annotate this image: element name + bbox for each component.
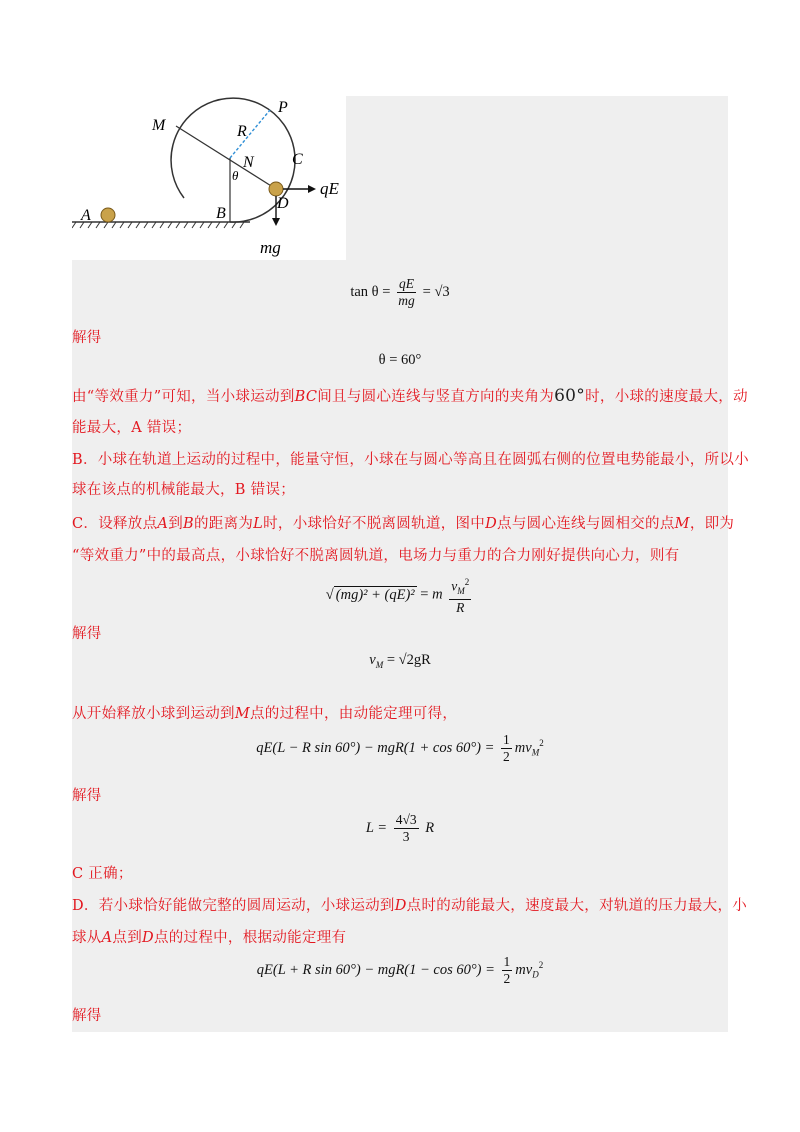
eq1-lhs: tan θ = xyxy=(350,283,391,300)
label-d: D xyxy=(277,195,289,212)
para-a-bc: BC xyxy=(294,389,318,405)
equation-centripetal: √ (mg)² + (qE)² = m $\frac{v_M^2}{R}$ xyxy=(72,574,728,616)
eq3-m: m xyxy=(432,586,443,603)
para-d-suffix: 点时的动能最大，速度最大，对轨道的压力最大，小 xyxy=(406,898,748,914)
para-d2-a: A xyxy=(101,930,113,946)
eq5-frac-den: 2 xyxy=(503,749,510,764)
label-qe: qE xyxy=(320,179,339,198)
label-p: P xyxy=(278,99,288,116)
text-jiede-3: 解得 xyxy=(72,788,102,804)
label-m: M xyxy=(152,117,166,134)
para-c-prefix: C．设释放点 xyxy=(72,516,158,532)
eq5-tail-sub: M xyxy=(531,747,540,758)
para-c-rest: 时，小球恰好不脱离圆轨道，图中 xyxy=(263,516,486,532)
intro-m: M xyxy=(234,706,250,722)
label-theta: θ xyxy=(232,168,239,183)
equation-l-value xyxy=(72,812,728,845)
para-d2-d: D xyxy=(142,930,154,946)
equation-work-energy-d xyxy=(72,954,728,987)
para-a-line-2: 能最大，A 错误； xyxy=(72,420,192,436)
eq7-text: qE(L + R sin 60°) − mgR(1 − cos 60°) = xyxy=(256,961,495,978)
equation-vm xyxy=(72,652,728,670)
label-mg: mg xyxy=(260,238,281,257)
eq7-tail-sub: D xyxy=(532,969,539,980)
para-energy-intro xyxy=(72,704,728,724)
para-d-prefix: D．若小球恰好能做完整的圆周运动，小球运动到 xyxy=(72,898,395,914)
figure-panel xyxy=(72,96,346,260)
eq3-fraction xyxy=(449,574,471,616)
eq4-lhs-sub: M xyxy=(375,659,384,670)
mg-arrow-head xyxy=(272,218,280,226)
eq5-fraction xyxy=(501,732,512,765)
para-a-line-1 xyxy=(72,386,748,407)
para-c-a: A xyxy=(157,516,169,532)
eq1-fraction xyxy=(397,276,416,309)
equation-work-energy-m xyxy=(72,732,728,765)
eq3-lhs: (mg)² + (qE)² xyxy=(335,586,415,603)
equation-theta-value: θ = 60° xyxy=(378,352,422,368)
text-jiede-2: 解得 xyxy=(72,626,102,642)
eq1-rhs: = √3 xyxy=(422,283,450,300)
para-a-angle: 60° xyxy=(554,386,586,406)
para-c-to: 到 xyxy=(168,516,183,532)
eq4-lhs: v xyxy=(369,652,376,668)
eq3-num-sup: 2 xyxy=(464,577,470,587)
eq3-den: R xyxy=(456,600,465,616)
eq6-fraction xyxy=(394,812,419,845)
label-r: R xyxy=(237,123,247,140)
equation-tan-theta xyxy=(72,276,728,309)
ball-a xyxy=(101,208,115,222)
eq5-tail: mv xyxy=(514,739,532,756)
eq7-frac-den: 2 xyxy=(503,971,511,986)
label-a: A xyxy=(81,207,91,224)
qe-arrow-head xyxy=(308,185,316,193)
eq1-denominator: mg xyxy=(398,293,415,308)
para-c-b: B xyxy=(183,516,194,532)
text-c-correct: C 正确； xyxy=(72,866,133,882)
ground-hatch xyxy=(72,222,244,228)
eq3-sqrt: √ (mg)² + (qE)² xyxy=(325,586,415,603)
para-c-end: ，即为 xyxy=(689,516,735,532)
para-d-line-1 xyxy=(72,896,748,916)
para-c-line-2: “等效重力”中的最高点，小球恰好不脱离圆轨道，电场力与重力的合力刚好提供向心力，则有 xyxy=(72,548,680,564)
para-c-mid: 的距离为 xyxy=(193,516,254,532)
eq7-fraction xyxy=(502,954,513,987)
eq6-den: 3 xyxy=(402,829,410,844)
eq7-tail: mv xyxy=(515,961,533,978)
eq7-tail-sup: 2 xyxy=(538,960,544,970)
para-c-l: L xyxy=(253,516,264,532)
para-c-line-1 xyxy=(72,514,735,534)
eq5-frac-num: 1 xyxy=(503,732,510,747)
para-d2-mid: 点到 xyxy=(112,930,142,946)
label-c: C xyxy=(292,151,303,168)
label-n: N xyxy=(243,154,254,171)
text-jiede-1: 解得 xyxy=(72,330,102,346)
dashed-radius-r xyxy=(230,110,270,158)
eq4-rhs: = √2gR xyxy=(386,652,431,668)
para-a-prefix: 由“等效重力”可知，当小球运动到 xyxy=(72,389,295,405)
para-a-suffix: 时，小球的速度最大，动 xyxy=(585,389,748,405)
eq5-tail-sup: 2 xyxy=(539,738,544,748)
physics-diagram xyxy=(72,96,346,260)
ball-d xyxy=(269,182,283,196)
para-b-line-1: B．小球在轨道上运动的过程中，能量守恒，小球在与圆心等高且在圆弧右侧的位置电势能最小，所以小 xyxy=(72,452,749,468)
para-c-rest2: 点与圆心连线与圆相交的点 xyxy=(497,516,675,532)
intro-suffix: 点的过程中，由动能定理可得， xyxy=(249,706,458,722)
para-c-d: D xyxy=(485,516,498,532)
para-b-line-2: 球在该点的机械能最大，B 错误； xyxy=(72,482,296,498)
eq3-num-sub: M xyxy=(457,586,465,597)
para-d-d: D xyxy=(394,898,407,914)
para-d2-prefix: 球从 xyxy=(72,930,102,946)
diameter-md xyxy=(176,126,276,189)
text-jiede-4: 解得 xyxy=(72,1008,102,1024)
para-c-m: M xyxy=(674,516,690,532)
eq7-frac-num: 1 xyxy=(503,954,511,969)
para-a-mid: 间且与圆心连线与竖直方向的夹角为 xyxy=(317,389,555,405)
para-d-line-2 xyxy=(72,928,728,948)
eq1-numerator: qE xyxy=(399,276,415,291)
eq5-text: qE(L − R sin 60°) − mgR(1 + cos 60°) = xyxy=(256,739,495,756)
intro-prefix: 从开始释放小球到运动到 xyxy=(72,706,235,722)
eq6-lhs: L = xyxy=(365,819,388,836)
label-b: B xyxy=(216,205,226,222)
eq6-rhs: R xyxy=(425,819,435,836)
para-d2-suffix: 点的过程中，根据动能定理有 xyxy=(153,930,347,946)
eq6-num: 4√3 xyxy=(395,812,417,827)
eq3-num: v xyxy=(451,578,458,594)
